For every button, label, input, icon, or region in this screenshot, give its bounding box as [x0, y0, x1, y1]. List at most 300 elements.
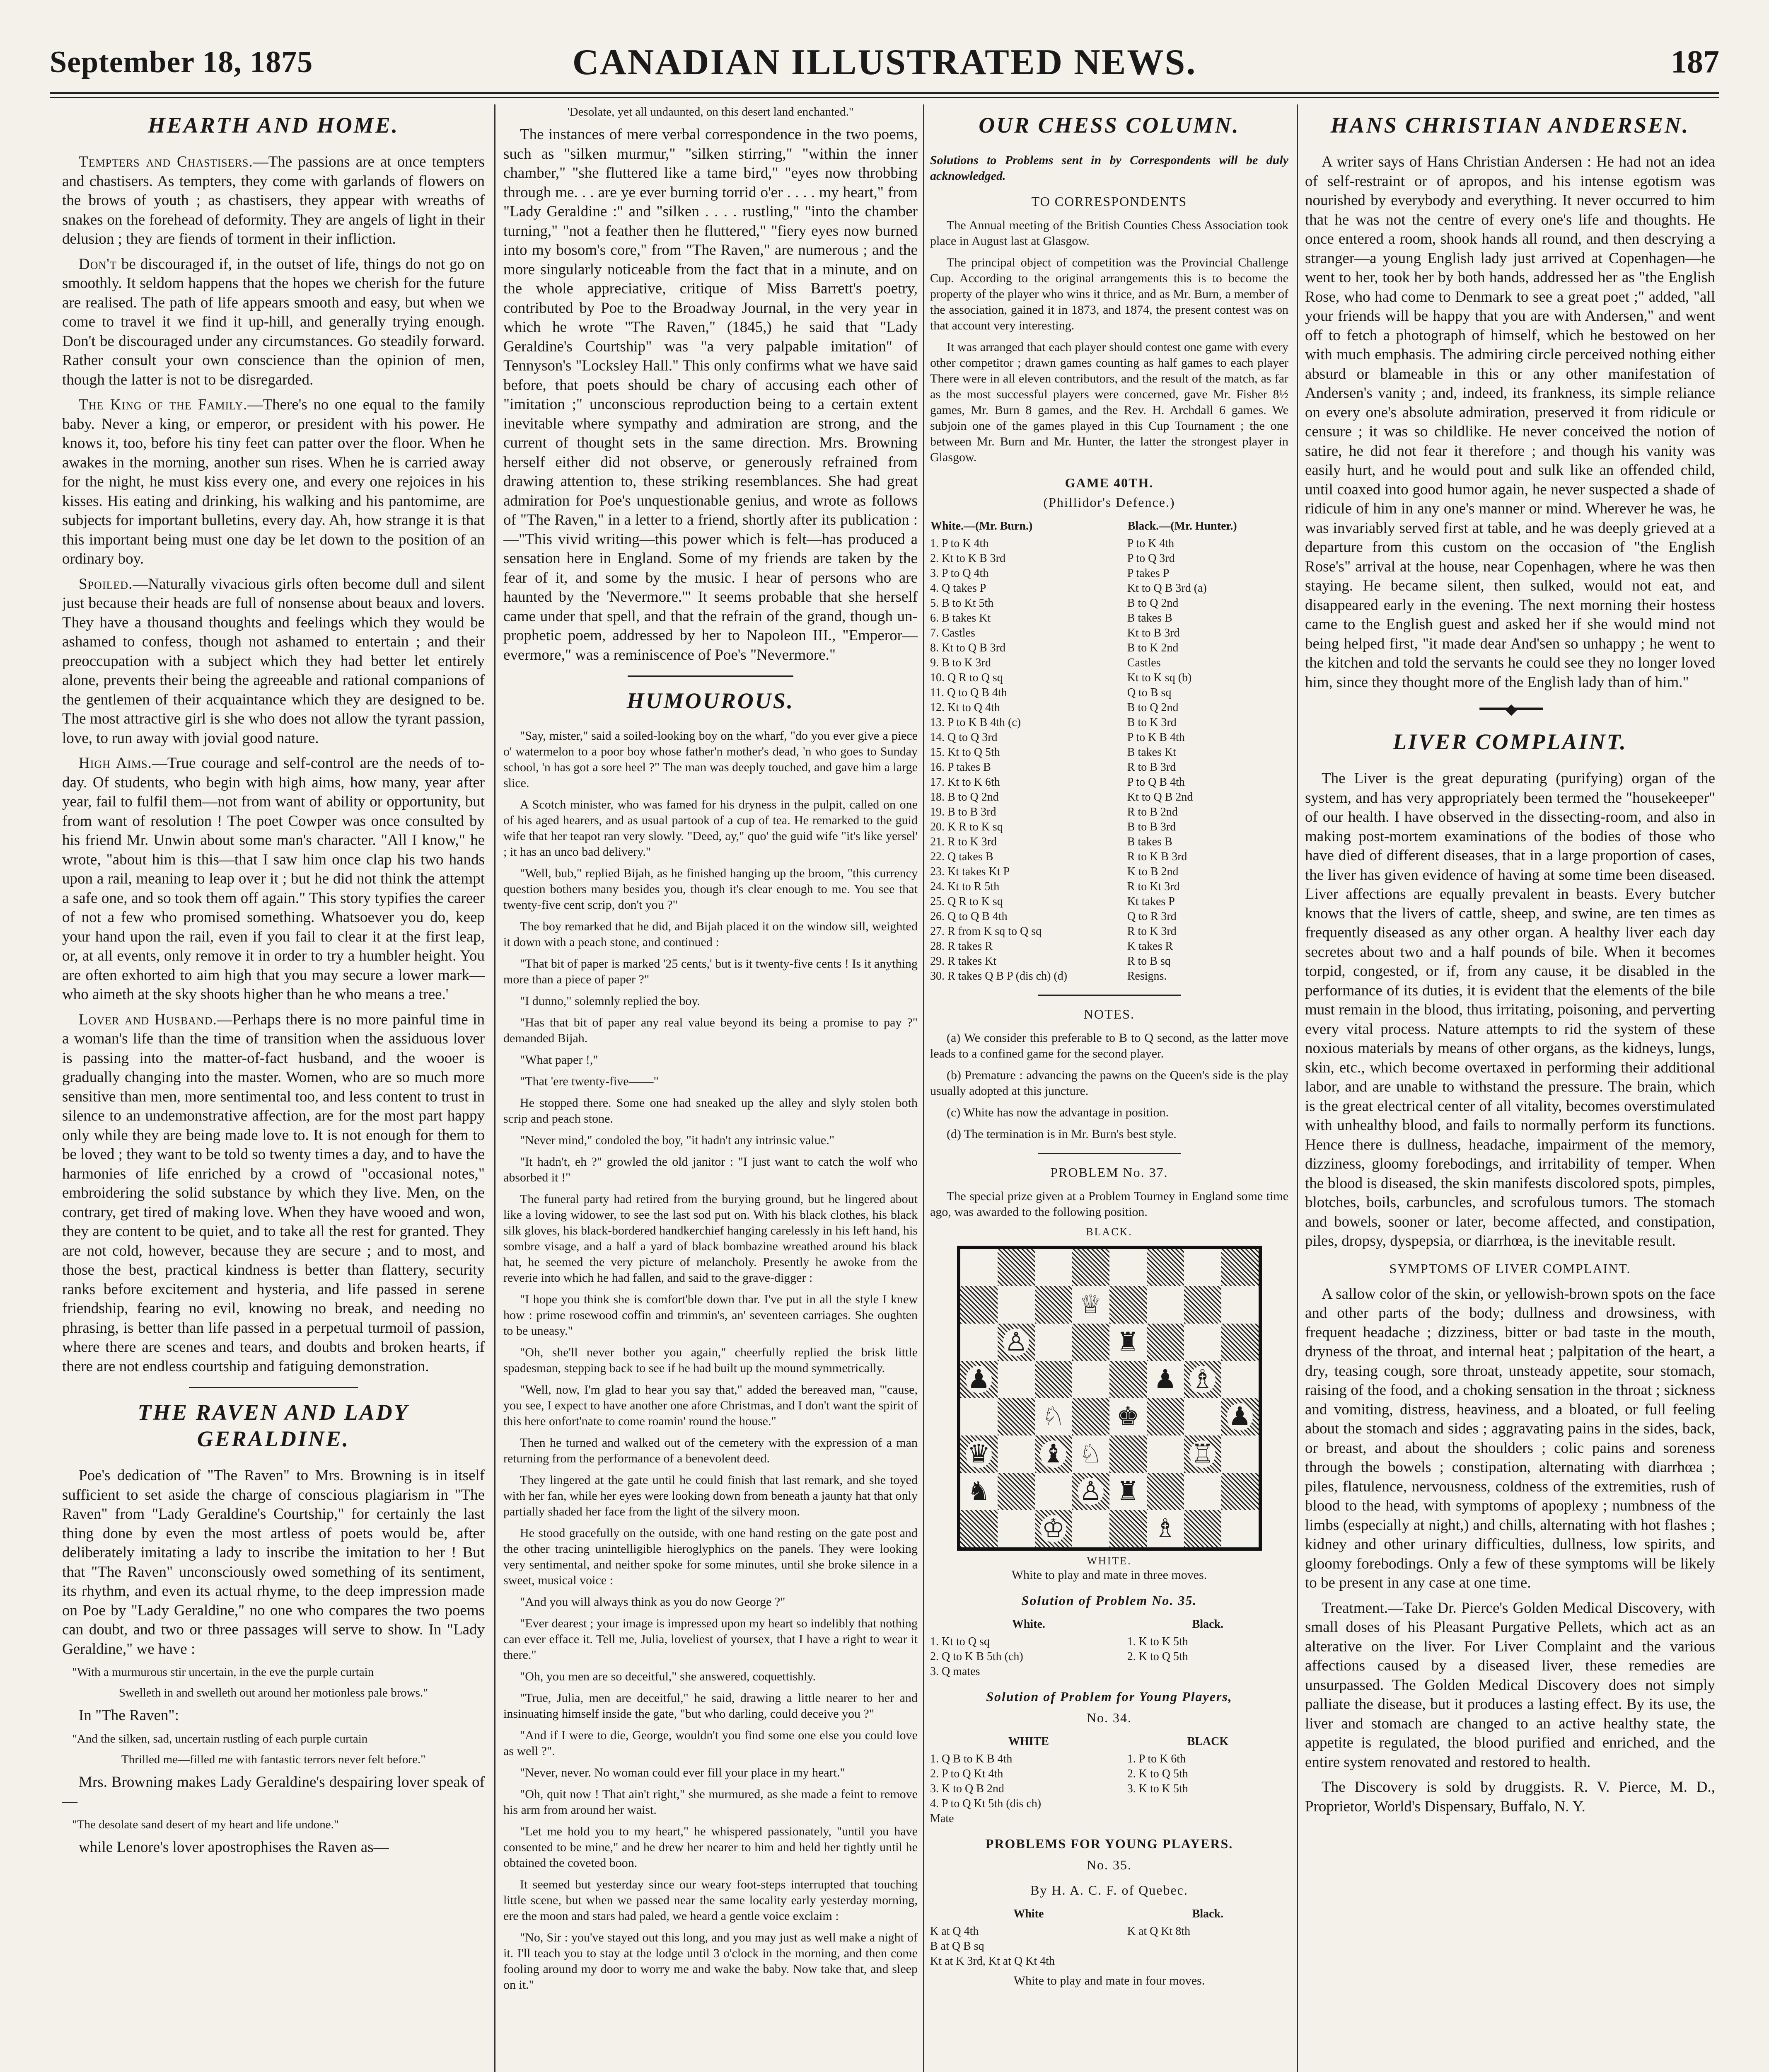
board-square [1221, 1435, 1259, 1473]
black-pawn-icon: ♟ [1227, 1403, 1253, 1431]
black-move: Kt to Q B 2nd [1127, 791, 1193, 804]
hearth-paragraph [62, 754, 485, 1005]
move-row [930, 745, 1288, 760]
move-row [930, 670, 1288, 685]
board-square [1184, 1324, 1221, 1361]
board-square [998, 1398, 1035, 1435]
move-row [930, 790, 1288, 805]
black-move: R to B sq [1127, 955, 1171, 968]
anecdote: "No, Sir : you've stayed out this long, and you may just as well make a night of it. I'll teach you to stay at the lodge until 3 o'clock in the morning, and then come fooling around my door to worry me and wake the baby. Now take that, and sleep on it." [503, 1931, 918, 1992]
black-move [1127, 1939, 1288, 1954]
white-move: 15. Kt to Q 5th [930, 746, 1000, 759]
board-square [1072, 1286, 1109, 1324]
anecdote: "Say, mister," said a soiled-looking boy on the wharf, "do you ever give a piece o' watermelon to a poor boy whose father'n mother's dead, 'n who goes to Sunday school, 'n has got a sore heel ?" The man was deeply touched, and gave him a large slice. [503, 729, 918, 790]
anecdote: "Ever dearest ; your image is impressed upon my heart so indelibly that nothing can ever efface it. Tell me, Julia, loveliest of yoursex, that I have a right to wear it there." [503, 1617, 918, 1662]
board-square [998, 1473, 1035, 1510]
black-move [1127, 1811, 1288, 1826]
paragraph-body: be discouraged if, in the outset of life, things do not go on smoothly. It seldom happens that the hopes we cherish for the future are realised. The path of life appears smooth and easy, but when we come to travel it we find it up-hill, and generally trying enough. Don't be discouraged under any circumstances. Go steadily forward. Rather consult your own conscience than the opinion of men, though the latter is not to be disregarded. [62, 255, 485, 388]
board-square [960, 1398, 998, 1435]
column-divider [923, 104, 924, 2072]
board-square [1072, 1473, 1109, 1510]
paragraph-lead: Tempters and Chastisers. [79, 153, 253, 170]
move-row [930, 820, 1288, 835]
hearth-paragraph [62, 1010, 485, 1377]
move-row [930, 611, 1288, 626]
black-queen-icon: ♛ [966, 1440, 992, 1468]
white-column-header: White.—(Mr. Burn.) [930, 520, 1033, 533]
young-position-body [930, 1924, 1288, 1969]
black-move: B to Q 2nd [1127, 701, 1179, 714]
white-column-header: WHITE [1008, 1735, 1049, 1748]
black-move: Kt to B 3rd [1127, 627, 1180, 639]
paragraph-body: —Naturally vivacious girls often become dull and silent just because their heads are full of nonsense about beaux and lovers. They have a thousand thoughts and feelings which they would be ashamed to confess, though not ashamed to entertain ; and their preoccupation with a subject which they had better let entirely alone, prevents their being the agreeable and rational companions of the gentlemen of their acquaintance which they are designed to be. The most attractive girl is she who does not allow the tyrant passion, love, to run away with jovial good nature. [62, 575, 485, 747]
board-square [1035, 1473, 1072, 1510]
move-row [930, 894, 1288, 909]
black-move: 1. P to K 6th [1127, 1752, 1186, 1765]
black-move: P to Q B 4th [1127, 776, 1185, 789]
article-paragraph: In "The Raven": [79, 1707, 179, 1724]
move-row [930, 850, 1288, 864]
anecdote: They lingered at the gate until he could finish that last remark, and she toyed with her fan, while her eyes were looking down from beneath a jaunty hat that only partially shaded her face from the light of the silvery moon. [503, 1473, 918, 1518]
chess-paragraph: The Annual meeting of the British Counties Chess Association took place in August last at Glasgow. [930, 218, 1288, 248]
board-square [1109, 1324, 1147, 1361]
problem-heading: PROBLEM No. 37. [1050, 1165, 1168, 1180]
white-move: 11. Q to Q B 4th [930, 686, 1007, 699]
move-row [930, 626, 1288, 641]
masthead-title: CANADIAN ILLUSTRATED NEWS. [572, 42, 1197, 82]
board-square [1221, 1286, 1259, 1324]
move-row [930, 536, 1288, 551]
anecdote: "Let me hold you to my heart," he whispered passionately, "until you have consented to be mine," and he drew her nearer to him and held her tightly until he obtained the coveted boon. [503, 1825, 918, 1870]
board-square [1072, 1361, 1109, 1398]
board-square [1184, 1249, 1221, 1286]
board-square [960, 1473, 998, 1510]
board-square [1035, 1435, 1072, 1473]
move-row [930, 835, 1288, 850]
move-row [930, 1954, 1288, 1969]
board-square [1109, 1510, 1147, 1547]
anecdote: "It hadn't, eh ?" growled the old janitor : "I just want to catch the wolf who absorbed it !" [503, 1155, 918, 1184]
black-move: P to Q 3rd [1127, 552, 1175, 565]
white-move: 6. B takes Kt [930, 612, 991, 625]
move-row [930, 1924, 1288, 1939]
anecdote: It seemed but yesterday since our weary foot-steps interrupted that touching little scene, but when we passed near the same locality early yesterday morning, ere the moon and stars had paled, we heard a gentle voice exclaim : [503, 1878, 918, 1923]
black-move: B takes B [1127, 835, 1172, 848]
column-divider [494, 104, 495, 2072]
board-square [1221, 1249, 1259, 1286]
board-square [1147, 1249, 1184, 1286]
white-knight-icon: ♘ [1040, 1403, 1067, 1431]
white-move: 14. Q to Q 3rd [930, 731, 998, 744]
ornament-divider: ━━━━◆━━━━ [1479, 701, 1541, 717]
game-moves-table [930, 518, 1288, 984]
hearth-paragraph [62, 395, 485, 569]
board-square [1109, 1398, 1147, 1435]
article-paragraph: A sallow color of the skin, or yellowish-brown spots on the face and other parts of the body; dullness and drowsiness, with frequent headache ; dizziness, bitter or bad taste in the mouth, dryness of the throat, and internal heat ; palpitation of the heart, a dry, teasing cough, sore throat, unsteady appetite, sour stomach, raising of the food, and a choking sensation in the throat ; sickness and vomiting, distress, heaviness, and a bloated, or full feeling about the stomach and sides ; aggravating pains in the sides, back, or breast, and about the shoulders ; colic pains and soreness through the bowels ; constipation, alternating with diarrhœa ; piles, flatulence, nervousness, coldness of the extremities, rush of blood to the head, with symptoms of apoplexy ; numbness of the limbs (especially at night,) and chills, alternating with hot flashes ; kidney and other urinary difficulties, dullness, low spirits, and gloomy forebodings. Only a few of these symptoms will be likely to be present in any case at one time. [1305, 1285, 1715, 1591]
correspondents-heading: TO CORRESPONDENTS [1031, 194, 1187, 209]
anecdote: "Oh, you men are so deceitful," she answered, coquettishly. [520, 1670, 816, 1683]
header-rule-thin [50, 97, 1719, 98]
board-square [1147, 1324, 1184, 1361]
board-square [960, 1361, 998, 1398]
move-row [930, 715, 1288, 730]
solution-34-body [930, 1752, 1288, 1826]
black-move: K at Q Kt 8th [1127, 1925, 1191, 1938]
black-move: R to B 3rd [1127, 761, 1176, 774]
paragraph-lead: Spoiled. [79, 575, 133, 593]
board-square [1035, 1510, 1072, 1547]
game-subtitle: (Phillidor's Defence.) [1043, 495, 1175, 510]
white-move: 1. Kt to Q sq [930, 1635, 990, 1648]
board-square [1072, 1398, 1109, 1435]
poem-quote: "The desolate sand desert of my heart and life undone." [72, 1818, 339, 1831]
white-move: 23. Kt takes Kt P [930, 865, 1010, 878]
board-square [1221, 1473, 1259, 1510]
anecdote: "Well, now, I'm glad to hear you say that," added the bereaved man, "'cause, you see, I expect to have another one afore Christmas, and I don't want the spirit of this here onfort'nate to come roamin' round the house." [503, 1383, 918, 1428]
section-rule [628, 675, 793, 677]
problem-text: The special prize given at a Problem Tourney in England some time ago, was awarded to the following position. [930, 1189, 1288, 1219]
paragraph-body: —True courage and self-control are the needs of to-day. Of students, who begin with high aims, how many, year after year, fail to fulfil them—not from want of ability or opportunity, but from want of resolution ! The poet Cowper was once consulted by his friend Mr. Unwin about some man's character. "All I know," he wrote, "about him is this—that I saw him once clap his two hands upon a rail, meaning to leap over it ; but he did not think the attempt a safe one, and so took them off again." This story typifies the career of not a few who promised something. Whatsoever you do, keep your hand upon the rail, even if you fail to clear it at the first leap, or, at all events, only remove it in order to try a humbler height. You are often exhorted to aim high that you may secure a lower mark—who aimeth at the sky shoots higher than he who means a tree.' [62, 755, 485, 1003]
symptoms-heading: SYMPTOMS OF LIVER COMPLAINT. [1389, 1261, 1631, 1276]
white-move: 1. P to K 4th [930, 537, 989, 550]
board-square [1109, 1249, 1147, 1286]
move-row [930, 1939, 1288, 1954]
black-move: B to K 2nd [1127, 641, 1179, 654]
move-row [930, 1767, 1288, 1782]
move-row [930, 969, 1288, 984]
white-move: 4. P to Q Kt 5th (dis ch) [930, 1797, 1042, 1810]
black-move: P to K 4th [1127, 537, 1174, 550]
black-pawn-icon: ♟ [966, 1366, 992, 1393]
black-move: Q to R 3rd [1127, 910, 1177, 923]
board-label-black: BLACK. [1086, 1226, 1133, 1238]
white-move: 17. Kt to K 6th [930, 776, 1000, 789]
anecdote: "Well, bub," replied Bijah, as he finished hanging up the broom, "this currency question bothers many besides you, though it's clear enough to me. You see that twenty-five cent scrip, don't you ?" [503, 867, 918, 912]
black-rook-icon: ♜ [1115, 1478, 1141, 1505]
game-note: (c) White has now the advantage in position. [947, 1106, 1169, 1119]
move-row [930, 700, 1288, 715]
game-note: (d) The termination is in Mr. Burn's best style. [947, 1127, 1177, 1141]
white-bishop-icon: ♗ [1189, 1366, 1216, 1393]
chess-paragraph: The principal object of competition was the Provincial Challenge Cup. According to the original arrangements this is to become the property of the player who wins it thrice, and as Mr. Burn, a member of the association, gained it in 1873, and 1874, the present contest was on that account very interesting. [930, 256, 1288, 332]
move-row [930, 730, 1288, 745]
black-pawn-icon: ♟ [1152, 1366, 1179, 1393]
white-move: 5. B to Kt 5th [930, 597, 994, 610]
game-title: GAME 40TH. [1065, 475, 1154, 490]
move-row [930, 1664, 1288, 1679]
white-rook-icon: ♖ [1189, 1440, 1216, 1468]
solutions-note: Solutions to Problems sent in by Correspondents will be duly acknowledged. [930, 153, 1288, 183]
paragraph-body: —There's no one equal to the family baby. Never a king, or emperor, or president with his power. He knows it, too, before his tiny feet can patter over the floor. When he awakes in the morning, another sun rises. When he is carried away for the night, he must kiss every one, and every one rejoices in his kisses. His eating and drinking, his walking and his pantomime, are subjects for important bulletins, every day. Ah, how strange it is that this important being must one day be let down to the position of an ordinary boy. [62, 396, 485, 567]
young-players-number: No. 35. [1086, 1857, 1132, 1872]
board-square [1147, 1398, 1184, 1435]
white-king-icon: ♔ [1040, 1515, 1067, 1542]
board-square [1072, 1324, 1109, 1361]
board-square [1147, 1286, 1184, 1324]
chess-paragraph: It was arranged that each player should contest one game with every other competitor ; drawn games counting as half games to each player There were in all eleven contributors, and the result of the match, as far as the most successful players were concerned, gave Mr. Fisher 8½ games, Mr. Burn 8 games, and the Rev. H. Archdall 6 games. We subjoin one of the games played in this Cup Tournament ; the one between Mr. Burn and Mr. Hunter, the latter the strongest player in Glasgow. [930, 340, 1288, 464]
board-square [1221, 1510, 1259, 1547]
young-players-heading: PROBLEMS FOR YOUNG PLAYERS. [985, 1836, 1233, 1851]
white-move: 28. R takes R [930, 940, 993, 953]
white-move: 16. P takes B [930, 761, 991, 774]
anecdote: He stood gracefully on the outside, with one hand resting on the gate post and the other tracing unintelligible hieroglyphics on the panels. They were looking very sentimental, and neither spoke for some minutes, until she broke silence in a sweet, musical voice : [503, 1526, 918, 1587]
board-square [1184, 1473, 1221, 1510]
white-move: Kt at K 3rd, Kt at Q Kt 4th [930, 1955, 1055, 1968]
notes-heading: NOTES. [1083, 1007, 1135, 1021]
section-heading: OUR CHESS COLUMN. [979, 113, 1240, 138]
white-move: 13. P to K B 4th (c) [930, 716, 1021, 729]
black-move: B to B 3rd [1127, 821, 1176, 833]
board-square [1184, 1510, 1221, 1547]
board-square [1072, 1510, 1109, 1547]
black-move: Kt to Q B 3rd (a) [1127, 582, 1207, 595]
solution-heading: Solution of Problem No. 35. [1021, 1593, 1197, 1608]
board-square [998, 1324, 1035, 1361]
paragraph-lead: Lover and Husband. [79, 1011, 217, 1028]
anecdote: "I hope you think she is comfort'ble down thar. I've put in all the style I knew how : prime rosewood coffin and trimmin's, an' seventeen carriages. She oughten to be uneasy." [503, 1293, 918, 1338]
black-move: R to B 2nd [1127, 806, 1178, 818]
anecdote: A Scotch minister, who was famed for his dryness in the pulpit, called on one of his aged hearers, and as usual partook of a cup of tea. He remarked to the guid wife that her teapot ran very slowly. "Deed, ay," quo' the guid wife "it's like yersel' ; it has an unco bad delivery." [503, 798, 918, 859]
anecdote: "That 'ere twenty-five——" [520, 1075, 659, 1088]
black-column-header: Black.—(Mr. Hunter.) [1127, 520, 1237, 533]
white-move: 3. Q mates [930, 1665, 980, 1678]
white-move: 24. Kt to R 5th [930, 880, 1000, 893]
game-note: (a) We consider this preferable to B to Q second, as the latter move leads to a confined game for the second player. [930, 1031, 1288, 1060]
board-square [1109, 1435, 1147, 1473]
move-row [930, 775, 1288, 790]
board-square [1072, 1249, 1109, 1286]
poem-quote: Swelleth in and swelleth out around her motionless pale brows." [118, 1686, 428, 1699]
poem-quote: "And the silken, sad, uncertain rustling of each purple curtain [72, 1732, 368, 1745]
black-move: B to Q 2nd [1127, 597, 1179, 610]
section-rule [1038, 995, 1181, 996]
black-move: 2. K to Q 5th [1127, 1767, 1188, 1780]
anecdote: "And if I were to die, George, wouldn't you find some one else you could love as well ?". [503, 1728, 918, 1758]
white-move: 4. Q takes P [930, 582, 986, 595]
white-move: K at Q 4th [930, 1925, 979, 1938]
article-paragraph: Treatment.—Take Dr. Pierce's Golden Medical Discovery, with small doses of his Pleasant Purgative Pellets, which act as an alterative on the liver. For Liver Complaint and the various affections caused by a diseased liver, these remedies are unsurpassed. The Golden Medical Discovery does not simply palliate the disease, but it produces a lasting effect. By its use, the liver and stomach are changed to an active healthy state, the appetite is regulated, the blood purified and enriched, and the entire system renovated and restored to health. [1305, 1599, 1715, 1771]
black-move: 3. K to K 5th [1127, 1782, 1188, 1795]
move-row [930, 566, 1288, 581]
black-move: 1. K to K 5th [1127, 1635, 1188, 1648]
section-heading: HEARTH AND HOME. [147, 113, 399, 138]
anecdote: The boy remarked that he did, and Bijah placed it on the window sill, weighted it down with a peach stone, and continued : [503, 920, 918, 949]
column-hearth-and-home [62, 104, 485, 2072]
move-row [930, 551, 1288, 566]
black-knight-icon: ♞ [966, 1478, 992, 1505]
paragraph-body: —Perhaps there is no more painful time in a woman's life than the time of transition when the assiduous lover is passing into the matter-of-fact husband, and the wooer is gradually changing into the master. Women, who are so much more sensitive than men, more sentimental too, and less content to trust in silence to an undemonstrative affection, are for the most part happy only while they are being made love to. It is not enough for them to be loved ; they want to be told so twenty times a day, and to have the harmonies of life enriched by a crowd of "occasional notes," embroidering the solid substance by which they live. Men, on the contrary, get tired of making love. When they have wooed and won, they are content to be quiet, and to take all the rest for granted. They are not cold, however, because they are secure ; and to most, and those the best, practical kindness is better than flattery, security ranks before excitement and hysteria, and life passed in serene friendship, fearing no evil, knowing no break, and needing no phrasing, is better than life passed in a perpetual turmoil of passion, where there are scenes and tears, and doubts and broken hearts, if there are not endless courtship and fatiguing demonstration. [62, 1011, 485, 1375]
anecdote: "True, Julia, men are deceitful," he said, drawing a little nearer to her and insinuating himself inside the gate, "but who darling, could deceive you ?" [503, 1691, 918, 1721]
board-square [1184, 1361, 1221, 1398]
article-paragraph: A writer says of Hans Christian Andersen : He had not an idea of self-restraint or of apropos, and his intense egotism was nourished by everybody and everything. It never occurred to him that he was not the centre of every one's life and thoughts. He once entered a room, shook hands all round, and then descrying a stranger—a young English lady just arrived at Copenhagen—he went to her, took her by both hands, addressed her as "the English Rose, who had come to Denmark to see a great poet ;" added, "all your friends will be happy that you are with Andersen," and went off to fetch a photograph of himself, which he bestowed on her with much emphasis. The admiring circle perceived nothing either absurd or blameable in this or any other manifestation of Andersen's vanity ; and, indeed, its frankness, its simple reliance on every one's absolute admiration, preserved it from ridicule or censure ; it was so childlike. He never conceived the notion of satire, he did not fear it therefore ; and though his vanity was easily hurt, and he would pout and sulk like an offended child, until coaxed into good humor again, he never suspected a shade of ridicule of him in any one's manner or mind. Wherever he was, he was invariably served first at table, and he was deeply grieved at a departure from this custom on the occasion of "the English Rose's" arrival at the house, near Copenhagen, where he was then staying. He became silent, then sulked, would not eat, and disappeared early in the evening. The next morning their hostess came to the English guest and asked her if she would mind not being helped first, "it made dear And'sen so unhappy ; he went to the kitchen and told the servants he could see they no longer loved him, since they thought more of the English lady than of him." [1305, 153, 1715, 691]
white-move: 2. Q to K B 5th (ch) [930, 1650, 1023, 1663]
section-rule [1038, 1153, 1181, 1154]
board-square [1035, 1361, 1072, 1398]
white-column-header: White [1013, 1907, 1044, 1920]
board-square [1147, 1435, 1184, 1473]
header-rule [50, 92, 1719, 94]
board-square [998, 1510, 1035, 1547]
board-label-white: WHITE. [1087, 1555, 1132, 1567]
young-position-table [930, 1906, 1288, 1969]
paragraph-lead: High Aims. [79, 755, 152, 772]
anecdote: "That bit of paper is marked '25 cents,' but is it twenty-five cents ! Is it anything more than a piece of paper ?" [503, 957, 918, 986]
page-number: 187 [1671, 44, 1719, 80]
black-move: Q to B sq [1127, 686, 1172, 699]
young-caption: White to play and mate in four moves. [1013, 1974, 1205, 1987]
move-row [930, 685, 1288, 700]
anecdote: "I dunno," solemnly replied the boy. [520, 994, 700, 1008]
black-king-icon: ♚ [1115, 1403, 1141, 1431]
move-row [930, 581, 1288, 596]
move-row [930, 656, 1288, 670]
anecdote: "What paper !," [520, 1053, 598, 1067]
board-square [998, 1249, 1035, 1286]
white-move: 2. P to Q Kt 4th [930, 1767, 1003, 1780]
black-column-header: Black. [1192, 1907, 1224, 1920]
move-row [930, 954, 1288, 969]
black-move [1127, 1796, 1288, 1811]
move-row [930, 1649, 1288, 1664]
white-move: 3. K to Q B 2nd [930, 1782, 1004, 1795]
white-move: 3. P to Q 4th [930, 567, 989, 580]
column-raven-humourous [503, 104, 918, 2072]
white-move: 2. Kt to K B 3rd [930, 552, 1005, 565]
move-row [930, 1796, 1288, 1811]
anecdote: "Oh, she'll never bother you again," cheerfully replied the brisk little spadesman, stepping back to see if he had built up the mound symmetrically. [503, 1346, 918, 1375]
white-move: 1. Q B to K B 4th [930, 1752, 1013, 1765]
young-players-author: By H. A. C. F. of Quebec. [1030, 1883, 1188, 1898]
section-heading: LIVER COMPLAINT. [1392, 729, 1628, 754]
article-paragraph: The instances of mere verbal correspondence in the two poems, such as "silken murmur," "silken stirring," "within the inner chamber," "she fluttered like a tame bird," "eyes now throbbing through me. . . are ye ever burning torrid o'er . . . . my heart," from "Lady Geraldine :" and "silken . . . . rustling," "into the chamber turning," "not a feather then he fluttered," "fiery eyes now burned into my bosom's core," from "The Raven," are numerous ; and the more singularly noticeable from the fact that in a minute, and on the whole appreciative, critique of Miss Barrett's poetry, contributed by Poe to the Broadway Journal, in the very year in which he wrote "The Raven," (1845,) he said that "Lady Geraldine's Courtship" was "a very palpable imitation" of Tennyson's "Locksley Hall." This only confirms what we have said before, that poets should be chary of accusing each other of "imitation ;" unconscious reproduction being to a certain extent inevitable where sympathy and admiration are strong, and the current of thought sets in the same direction. Mrs. Browning herself either did not observe, or generously refrained from drawing attention to, these striking resemblances. She had great admiration for Poe's unquestionable genius, and wrote as follows of "The Raven," in a letter to a friend, shortly after its publication :—"This vivid writing—this power which is felt—has produced a sensation here in England. Some of my friends are taken by the fear of it, and some by the music. I hear of persons who are haunted by the 'Nevermore.'" It seems probable that she herself came under that spell, and that the refrain of the grand, though un-prophetic poem, addressed by her to Napoleon III., "Emperor—evermore," was a reminiscence of Poe's "Nevermore." [503, 126, 918, 663]
black-move: R to K 3rd [1127, 925, 1177, 938]
white-move: 8. Kt to Q B 3rd [930, 641, 1005, 654]
board-square [1221, 1361, 1259, 1398]
board-square [998, 1286, 1035, 1324]
move-row [930, 924, 1288, 939]
hearth-paragraph [62, 255, 485, 390]
board-square [1109, 1361, 1147, 1398]
black-move: B takes B [1127, 612, 1172, 625]
white-pawn-icon: ♙ [1003, 1329, 1030, 1356]
white-move: 26. Q to Q B 4th [930, 910, 1008, 923]
article-paragraph: Mrs. Browning makes Lady Geraldine's despairing lover speak of— [62, 1773, 485, 1810]
move-row [930, 760, 1288, 775]
white-move: 18. B to Q 2nd [930, 791, 999, 804]
black-rook-icon: ♜ [1115, 1329, 1141, 1356]
black-move: R to K B 3rd [1127, 850, 1187, 863]
black-move: 2. K to Q 5th [1127, 1650, 1188, 1663]
anecdote: The funeral party had retired from the burying ground, but he lingered about like a loving widower, to see the last sod put on. With his black clothes, his black silk gloves, his black-bordered handkerchief hanging carelessly in his left hand, his sombre visage, and a half a yard of black bombazine wreathed around his black hat, he seemed the very picture of melancholy. Presently he awoke from the reverie into which he had fallen, and said to the grave-digger : [503, 1192, 918, 1285]
board-square [960, 1286, 998, 1324]
column-divider [1297, 104, 1298, 2072]
board-square [1184, 1435, 1221, 1473]
white-move: 30. R takes Q B P (dis ch) (d) [930, 970, 1068, 983]
move-row [930, 641, 1288, 656]
anecdote: He stopped there. Some one had sneaked up the alley and slyly stolen both scrip and peach stone. [503, 1096, 918, 1126]
moves-body [930, 536, 1288, 984]
section-heading: THE RAVEN AND LADY GERALDINE. [138, 1400, 409, 1451]
board-square [1147, 1510, 1184, 1547]
black-move: B takes Kt [1127, 746, 1176, 759]
solution-young-number: No. 34. [1086, 1710, 1132, 1725]
anecdote: "Never, never. No woman could ever fill your place in my heart." [520, 1766, 845, 1779]
white-move: 7. Castles [930, 627, 975, 639]
problem-caption: White to play and mate in three moves. [1011, 1568, 1207, 1582]
white-move: 29. R takes Kt [930, 955, 997, 968]
black-column-header: BLACK [1187, 1735, 1229, 1748]
move-row [930, 596, 1288, 611]
article-paragraph: Poe's dedication of "The Raven" to Mrs. Browning is in itself sufficient to set aside the charge of conscious plagiarism in "The Raven" from "Lady Geraldine's Courtship," for certainly the last thing done by even the most artless of poets would be, after deliberately imitating a lady to inscribe the imitation to her ! But that "The Raven" unconsciously owed something of its sentiment, its rhythm, and even its actual rhyme, to the deep impression made on Poe by "Lady Geraldine," no one who compares the two poems can doubt, and two or three passages will serve to show. In "Lady Geraldine," we have : [62, 1467, 485, 1658]
solution-34-table [930, 1734, 1288, 1826]
section-rule [189, 1387, 358, 1388]
board-square [1035, 1324, 1072, 1361]
black-move: Castles [1127, 656, 1161, 669]
white-move: 10. Q R to Q sq [930, 671, 1003, 684]
white-column-header: White. [1012, 1618, 1045, 1631]
board-square [1221, 1324, 1259, 1361]
game-note: (b) Premature : advancing the pawns on the Queen's side is the play usually adopted at this juncture. [930, 1068, 1288, 1098]
paragraph-lead: Don't [79, 255, 117, 273]
move-row [930, 879, 1288, 894]
board-square [998, 1361, 1035, 1398]
white-move: B at Q B sq [930, 1940, 984, 1953]
move-row [930, 1634, 1288, 1649]
board-square [1147, 1361, 1184, 1398]
notes-list [930, 1030, 1288, 1142]
article-paragraph: while Lenore's lover apostrophises the Raven as— [79, 1838, 389, 1856]
black-move: P to K B 4th [1127, 731, 1185, 744]
black-move: P takes P [1127, 567, 1170, 580]
move-row [930, 805, 1288, 820]
white-pawn-icon: ♙ [1078, 1478, 1104, 1505]
board-square [1184, 1398, 1221, 1435]
black-column-header: Black. [1192, 1618, 1224, 1631]
column-chess [930, 104, 1288, 2072]
board-square [1035, 1398, 1072, 1435]
move-row [930, 1811, 1288, 1826]
black-move [1127, 1664, 1288, 1679]
white-move: 21. R to K 3rd [930, 835, 997, 848]
white-move: 22. Q takes B [930, 850, 993, 863]
white-move: 9. B to K 3rd [930, 656, 991, 669]
poem-quote: "With a murmurous stir uncertain, in the eve the purple curtain [72, 1665, 374, 1679]
black-move: B to K 3rd [1127, 716, 1177, 729]
chess-board [957, 1246, 1262, 1551]
board-square [960, 1249, 998, 1286]
page-header [50, 37, 1719, 83]
hearth-paragraph [62, 152, 485, 249]
white-move: Mate [930, 1812, 954, 1825]
solution-young-heading: Solution of Problem for Young Players, [986, 1689, 1232, 1704]
black-move: Kt takes P [1127, 895, 1175, 908]
black-move: Resigns. [1127, 970, 1167, 983]
move-row [930, 909, 1288, 924]
board-square [1072, 1435, 1109, 1473]
article-paragraph: The Discovery is sold by druggists. R. V. Pierce, M. D., Proprietor, World's Dispensary, Buffalo, N. Y. [1305, 1779, 1715, 1815]
solution-35-body [930, 1634, 1288, 1679]
board-square [960, 1510, 998, 1547]
section-heading: HANS CHRISTIAN ANDERSEN. [1330, 113, 1690, 138]
section-heading: HUMOUROUS. [626, 688, 795, 713]
white-bishop-icon: ♗ [1152, 1515, 1179, 1542]
white-move: 19. B to B 3rd [930, 806, 996, 818]
black-move: K to B 2nd [1127, 865, 1179, 878]
white-move: 20. K R to K sq [930, 821, 1003, 833]
paragraph-lead: The King of the Family. [79, 396, 248, 413]
board-square [998, 1435, 1035, 1473]
move-row [930, 1782, 1288, 1796]
